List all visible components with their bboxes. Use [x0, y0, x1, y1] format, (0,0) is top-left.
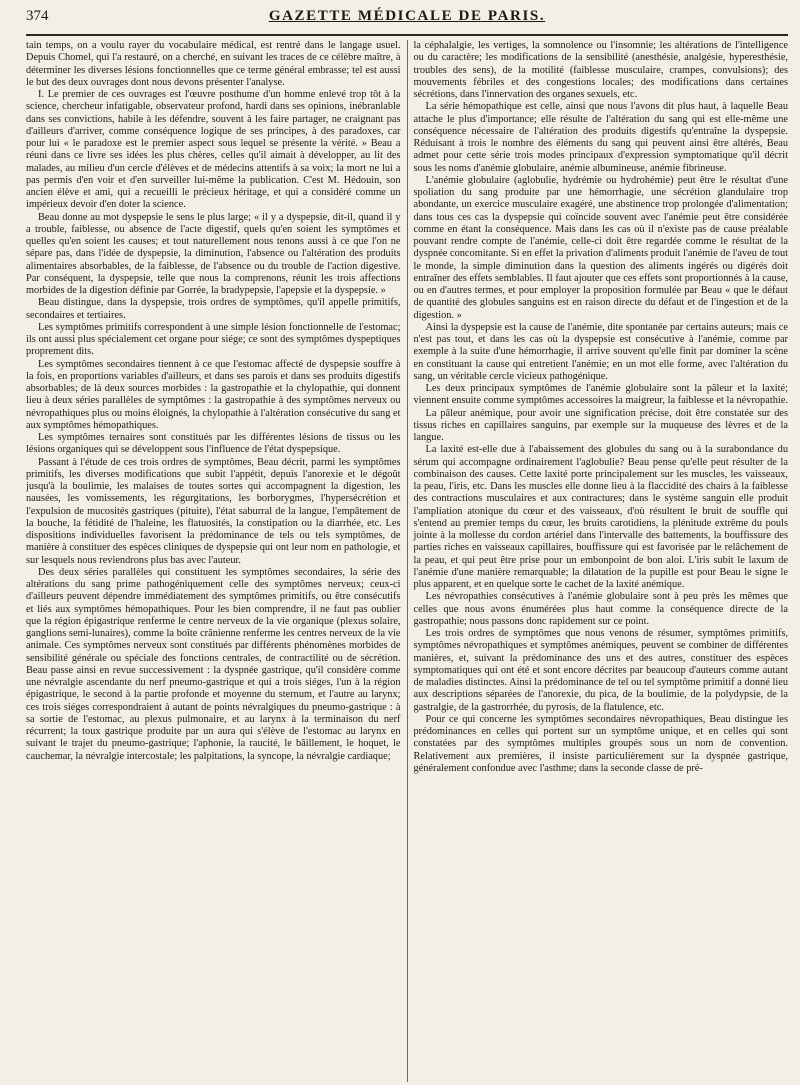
paragraph: Ainsi la dyspepsie est la cause de l'anémie, dite spontanée par certains auteurs; mais ce n'est pas tout, et dans les cas où la dyspepsie est consécutive à l'anémie, comme par exemple à la suite d'une hémorrhagie, il arrive souvent qu'elle finit par dominer la scène en constituant la cause qui entretient l'anémie; en un mot elle forme, avec l'altération du sang, un véritable cercle vicieux pathogénique.: [413, 321, 788, 382]
paragraph: Les symptômes secondaires tiennent à ce que l'estomac affecté de dyspepsie souffre à la fois, en proportions variables d'ailleurs, et dans ses parois et dans ses produits digestifs absorbables; de là deux sources morbides : la gastropathie et la chylopathie, qui donnent lieu à deux séries parallèles de symptômes : la gastropathie à des symptômes nerveux ou névropathiques plus ou moins éloignés, la chylopathie à l'altération consécutive du sang et aux symptômes hémopathiques.: [26, 358, 401, 431]
paragraph: La laxité est-elle due à l'abaissement des globules du sang ou à la surabondance du sérum qui accompagne ordinairement l'aglobulie? Beau pense qu'elle peut résulter de la combinaison des causes. Cette laxité porte principalement sur les muscles, les vaisseaux, la peau, l'iris, etc. Dans les muscles elle donne lieu à la flaccidité des chairs à la faiblesse des contractions musculaires et aux contractures; dans le système sanguin elle produit l'ampliation atonique du cœur et des vaisseaux, d'où résultent le bruit de souffle qui s'entend au premier temps du cœur, les bruits carotidiens, la plénitude extrême du pouls jointe à la mollesse du cordon artériel dans l'intervalle des battements, la bouffissure des parties riches en vaisseaux capillaires, bouffissure qui est favorisée par le relâchement de la peau, et qui peut être prise pour un embonpoint de bon aloi. L'iris subit le laxum de l'anémie d'une manière remarquable; la dilatation de la pupille est pour Beau le signe le plus apparent, et en quelque sorte le cachet de la laxité anémique.: [413, 444, 788, 590]
publication-title: GAZETTE MÉDICALE DE PARIS.: [268, 8, 546, 24]
paragraph: Beau distingue, dans la dyspepsie, trois ordres de symptômes, qu'il appelle primitifs, secondaires et tertiaires.: [26, 297, 401, 321]
paragraph: Beau donne au mot dyspepsie le sens le plus large; « il y a dyspepsie, dit-il, quand il y a trouble, faiblesse, ou absence de l'acte digestif, quels qu'en soient les symptômes et quelles qu'en soient les causes; et tout naturellement nous tenons aussi à ce que l'on ne sépare pas, dans l'idée de dyspepsie, la diminution, l'absence ou l'altération des produits alimentaires absorbables, de la faiblesse, de l'absence ou du trouble de l'action digestive. Par conséquent, la dyspepsie, telle que nous la comprenons, réunit les trois affections morbides de la digestion définie par Gorrée, la bradypepsie, l'apepsie et la dyspepsie. »: [26, 211, 401, 296]
paragraph: Les névropathies consécutives à l'anémie globulaire sont à peu près les mêmes que celles que nous avons énumérées plus haut comme la conséquence directe de la gastropathie; nous passons donc rapidement sur ce point.: [413, 591, 788, 627]
paragraph: La pâleur anémique, pour avoir une signification précise, doit être constatée sur des tissus riches en capillaires sanguins, par exemple sur la muqueuse des lèvres et de la langue.: [413, 407, 788, 443]
paragraph: Pour ce qui concerne les symptômes secondaires névropathiques, Beau distingue les prédominances en celles qui portent sur un symptôme unique, et en celles qui sont constatées par des symptômes multiples groupés sous un nom de convention. Relativement aux premières, il insiste particulièrement sur la dyspnée gastrique, généralement confondue avec l'asthme; dans la seconde classe de pré-: [413, 713, 788, 774]
paragraph: L'anémie globulaire (aglobulie, hydrémie ou hydrohémie) peut être le résultat d'une spoliation du sang produite par une hémorrhagie, une sécrétion glandulaire trop abondante, un exercice musculaire exagéré, une abstinence trop prolongée d'alimentation; dans tous ces cas la dyspepsie qui coïncide souvent avec l'anémie peut être considérée comme en étant la conséquence. Mais dans les cas où il n'existe pas de cause préalable pouvant rendre compte de l'anémie, celle-ci doit être regardée comme le résultat de la dyspnée concomitante. Si en effet la privation d'aliments produit l'anémie de l'aveu de tout le monde, la simple diminution dans la question des aliments ingérés ou digérés doit entraîner des effets semblables. Il faut ajouter que ces effets sont proportionnés à la cause, ou en d'autres termes, et pour employer la proposition formulée par Beau « que le défaut de quantité des globules sanguins est en raison directe du défaut et de l'ingestion et de la digestion. »: [413, 174, 788, 321]
paragraph: la céphalalgie, les vertiges, la somnolence ou l'insomnie; les altérations de l'intelligence ou du caractère; les modifications de la sensibilité (anesthésie, analgésie, hyperesthésie, troubles des sens), de la motilité (faiblesse musculaire, crampes, convulsions); des mouvements fébriles et des congestions locales; des modifications dans certaines sécrétions, dans l'innervation des organes sexuels, etc.: [413, 40, 788, 100]
paragraph: La série hémopathique est celle, ainsi que nous l'avons dit plus haut, à laquelle Beau attache le plus d'importance; elle résulte de l'altération du sang qui est elle-même une conséquence nécessaire de l'altération des produits digestifs qu'entraîne la dyspepsie. Réduisant à trois le nombre des éléments du sang qui peuvent ainsi être altérés, Beau admet pour cette série trois modes principaux d'expression symptomatique qu'il décrit sous les noms d'anémie globulaire, anémie albumineuse, anémie fibrineuse.: [413, 101, 788, 174]
running-header: [26, 8, 788, 36]
paragraph: Les trois ordres de symptômes que nous venons de résumer, symptômes primitifs, symptômes névropathiques et symptômes anémiques, peuvent se combiner de différentes manières, et, suivant la prédominance des uns et des autres, constituer des espèces symptomatiques qui ont été et sont encore décrites par beaucoup d'auteurs comme autant de maladies distinctes. Ainsi la prédominance de tel ou tel symptôme primitif a donné lieu aux descriptions séparées de l'anorexie, du pica, de la boulimie, de la polydypsie, de la gastralgie, de la gastrorrhée, du pyrosis, de la flatulence, etc.: [413, 628, 788, 713]
text-columns: [26, 40, 788, 1082]
paragraph: Les deux principaux symptômes de l'anémie globulaire sont la pâleur et la laxité; viennent ensuite comme symptômes accessoires la maigreur, la faiblesse et la névropathie.: [413, 383, 788, 407]
paragraph: Des deux séries parallèles qui constituent les symptômes secondaires, la série des altérations du sang prime pathogéniquement celle des symptômes nerveux; ceux-ci d'ailleurs peuvent dépendre immédiatement des symptômes primitifs, ou être consécutifs et liés aux symptômes hémopathiques. Pour les bien comprendre, il ne faut pas oublier que la région épigastrique renferme le centre nerveux de la vie organique (plexus solaire, ganglions semi-lunaires), comme la boîte crânienne renferme les centres nerveux de la vie animale. Ces symptômes nerveux sont constitués par différents phénomènes morbides de sensibilité générale ou spéciale des fonctions centrales, de contractilité ou de sécrétion. Beau passe ainsi en revue successivement : la dyspnée gastrique, qu'il considère comme une névralgie ascendante du nerf pneumo-gastrique et qui a trois siéges, l'un à la région épigastrique, le second à la partie profonde et moyenne du sternum, et l'autre au larynx; ces trois siéges correspondraient à autant de points névralgiques du pneumo-gastrique : à sa sortie de l'estomac, au plexus pulmonaire, et au larynx à la terminaison du nerf récurrent; la toux gastrique produite par un aura qui s'élève de l'estomac au larynx en suivant le trajet du pneumo-gastrique; l'aphonie, la raucité, le bâillement, le hoquet, le cauchemar, la névralgie intercostale; les palpitations, la syncope, la névralgie cardiaque;: [26, 566, 401, 762]
left-column: [26, 40, 407, 1082]
paragraph: Les symptômes primitifs correspondent à une simple lésion fonctionnelle de l'estomac; ils ont aussi plus spécialement cet organe pour siége; ce sont des symptômes dyspeptiques proprement dits.: [26, 321, 401, 358]
paragraph: tain temps, on a voulu rayer du vocabulaire médical, est rentré dans le langage usuel. Depuis Chomel, qui l'a restauré, on a cherché, en suivant les traces de ce célèbre maître, à déterminer les diverses lésions fonctionnelles que ce terme général embrasse; tel est aussi le but des deux ouvrages dont nous devons présenter l'analyse.: [26, 40, 401, 88]
paragraph: I. Le premier de ces ouvrages est l'œuvre posthume d'un homme enlevé trop tôt à la science, chercheur infatigable, observateur profond, hardi dans ses opinions, inébranlable dans ses convictions, habile à les défendre, souvent à les faire partager, ne craignant pas d'ailleurs d'arriver, comme conséquence logique de ses principes, à des paradoxes, car pour lui « le paradoxe est le premier aspect sous lequel se présente la vérité. » Beau a réuni dans ce livre ses idées les plus chères, celles qu'il aimait à développer, au lit des malades, au milieu d'un cercle d'élèves et de médecins attentifs à sa voix; la mort ne lui a pas permis d'en voir et d'en surveiller lui-même la publication. C'est M. Hédouin, son ancien élève et ami, qui a recueilli le précieux héritage, et qui a considéré comme un impérieux devoir d'en doter la science.: [26, 89, 401, 211]
paragraph: Les symptômes ternaires sont constitués par les différentes lésions de tissus ou les lésions organiques qui se développent sous l'influence de l'état dyspepsique.: [26, 432, 401, 456]
right-column: [407, 40, 789, 1082]
page-number: 374: [26, 8, 49, 24]
paragraph: Passant à l'étude de ces trois ordres de symptômes, Beau décrit, parmi les symptômes primitifs, les diverses modifications que subit l'appétit, depuis l'anorexie et le dégoût jusqu'à la boulimie, les malaises de toutes sortes qui accompagnent la digestion, les nausées, les vomissements, les régurgitations, les borborygmes, l'hypersécrétion et l'expulsion de mucosités gastriques (pituite), l'état saburral de la langue, l'empâtement de la bouche, la fétidité de l'haleine, les flatuosités, la constipation ou la diarrhée, etc. Les dispositions individuelles favorisent la prédominance de tels ou tels symptômes, de manière à constituer des espèces cliniques de dyspepsie qui ont leur nom en pathologie, et sur lesquels nous reviendrons plus bas avec l'auteur.: [26, 456, 401, 566]
